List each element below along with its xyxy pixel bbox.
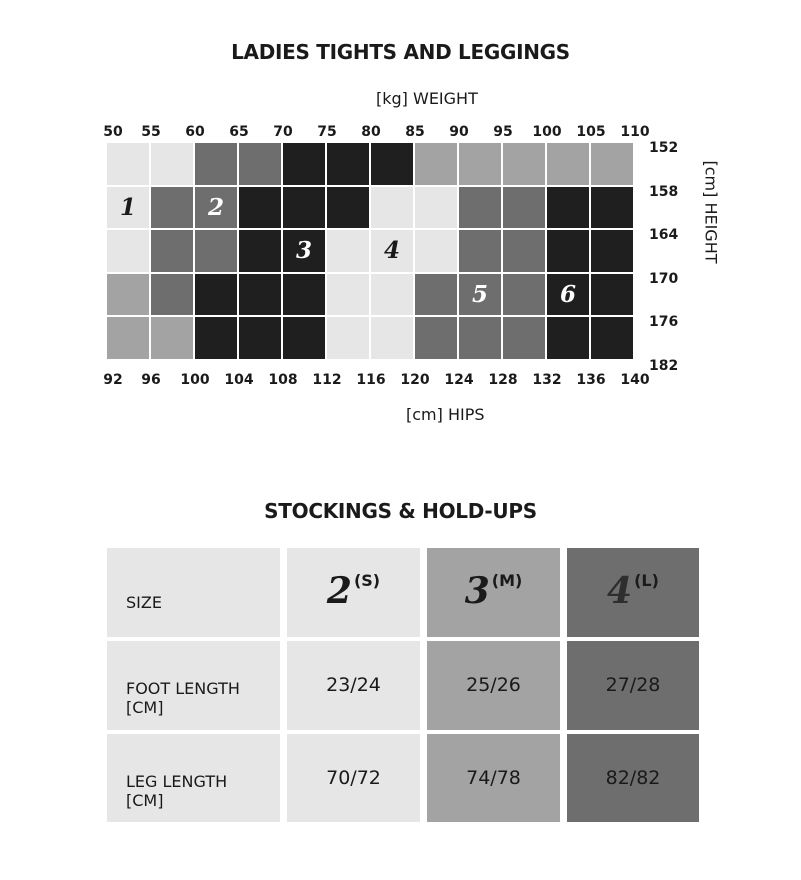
hips-tick: 124 [444,372,474,388]
heatmap-cell [151,187,193,229]
heatmap-cell [547,317,589,359]
height-tick: 170 [649,270,679,287]
table-value: 74/78 [466,767,521,789]
weight-tick: 85 [405,124,425,140]
heatmap-cell [459,317,501,359]
table-value: 82/82 [605,767,661,789]
table-row-label-line: LEG LENGTH [126,772,228,791]
weight-tick: 50 [103,124,123,140]
heatmap-cell [239,143,281,185]
heatmap-cell [195,274,237,316]
size-number: 2 [326,570,352,612]
heatmap-cell [547,143,589,185]
heatmap-cell [459,143,501,185]
weight-tick: 55 [141,124,161,140]
weight-axis-title: [kg] WEIGHT [376,89,478,108]
table-row-label-line: SIZE [126,593,162,612]
table-row-label [126,772,227,810]
table-value: 27/28 [605,674,661,696]
heatmap-cell [503,274,545,316]
heatmap-cell [371,317,413,359]
heatmap-cell [547,187,589,229]
heatmap-cell [371,187,413,229]
heatmap-cell [591,274,633,316]
hips-tick: 92 [103,372,123,388]
height-tick: 182 [649,358,679,374]
heatmap-cell [283,274,325,316]
size-letter: (M) [491,570,523,590]
height-tick: 152 [649,140,679,156]
hips-axis-title: [cm] HIPS [406,405,485,424]
hips-tick: 104 [224,372,254,388]
heatmap-cell [195,230,237,272]
hips-tick: 96 [141,372,161,388]
height-tick: 158 [649,183,679,200]
zone-label: 6 [559,280,576,308]
heatmap-cell [239,230,281,272]
heatmap-cell [283,187,325,229]
size-heading [287,570,420,612]
table-value: 70/72 [326,767,381,789]
heatmap-cell [371,143,413,185]
table-row-label-line: [CM] [126,791,164,810]
heatmap-cell [591,317,633,359]
heatmap-cell [327,143,369,185]
weight-tick: 60 [185,124,205,140]
size-letter: (L) [634,570,659,590]
weight-tick: 70 [273,124,293,140]
heatmap-cell [195,317,237,359]
height-axis-title: [cm] HEIGHT [701,160,721,264]
heatmap-cell [151,143,193,185]
heatmap-cell [107,274,149,316]
heatmap-cell [415,274,457,316]
heatmap-cell [459,187,501,229]
size-heatmap [107,143,635,361]
size-letter: (S) [353,570,381,590]
weight-tick: 90 [449,124,469,140]
weight-tick: 100 [532,124,562,140]
heatmap-cell [503,143,545,185]
hips-tick: 108 [268,372,298,388]
size-heading [567,570,699,612]
hips-tick: 100 [180,372,210,388]
heatmap-cell [283,143,325,185]
heatmap-cell [415,143,457,185]
zone-label: 1 [119,193,136,221]
tights-title: LADIES TIGHTS AND LEGGINGS [231,40,570,64]
heatmap-cell [591,187,633,229]
hips-tick: 116 [356,372,386,388]
table-value: 25/26 [466,674,521,696]
hips-tick: 136 [576,372,606,388]
heatmap-cell [591,143,633,185]
weight-tick: 105 [576,124,606,140]
table-row-label-line: FOOT LENGTH [126,679,240,698]
heatmap-cell [503,230,545,272]
heatmap-cell [415,317,457,359]
heatmap-cell [239,274,281,316]
heatmap-cell [327,187,369,229]
weight-tick: 95 [493,124,513,140]
heatmap-cell [239,187,281,229]
heatmap-cell [591,230,633,272]
zone-label: 3 [295,237,312,265]
heatmap-cell [151,317,193,359]
heatmap-cell [107,143,149,185]
hips-tick: 140 [620,372,650,388]
heatmap-cell [503,317,545,359]
heatmap-cell [151,274,193,316]
weight-tick: 80 [361,124,381,140]
stockings-title: STOCKINGS & HOLD-UPS [264,499,537,523]
size-number: 4 [607,570,633,612]
hips-tick: 132 [532,372,562,388]
heatmap-cell [195,143,237,185]
heatmap-cell [415,230,457,272]
hips-tick: 120 [400,372,430,388]
heatmap-cell [371,274,413,316]
weight-tick: 75 [317,124,337,140]
hips-tick: 128 [488,372,518,388]
table-row-label [126,593,162,612]
hips-tick: 112 [312,372,342,388]
size-heading [427,570,560,612]
heatmap-cell [151,230,193,272]
weight-tick: 65 [229,124,249,140]
heatmap-cell [459,230,501,272]
table-value: 23/24 [326,674,381,696]
zone-label: 4 [383,237,400,265]
heatmap-cell [327,230,369,272]
table-row-label [126,679,240,717]
heatmap-cell [503,187,545,229]
heatmap-cell [283,317,325,359]
zone-label: 5 [471,280,488,308]
heatmap-cell [107,317,149,359]
size-number: 3 [464,570,490,612]
heatmap-cell [327,317,369,359]
heatmap-cell [547,230,589,272]
zone-label: 2 [207,193,224,221]
heatmap-cell [107,230,149,272]
height-tick: 176 [649,314,679,331]
heatmap-cell [415,187,457,229]
heatmap-cell [239,317,281,359]
weight-tick: 110 [620,124,650,140]
table-row-label-line: [CM] [126,698,164,717]
height-tick: 164 [649,227,679,244]
heatmap-cell [327,274,369,316]
